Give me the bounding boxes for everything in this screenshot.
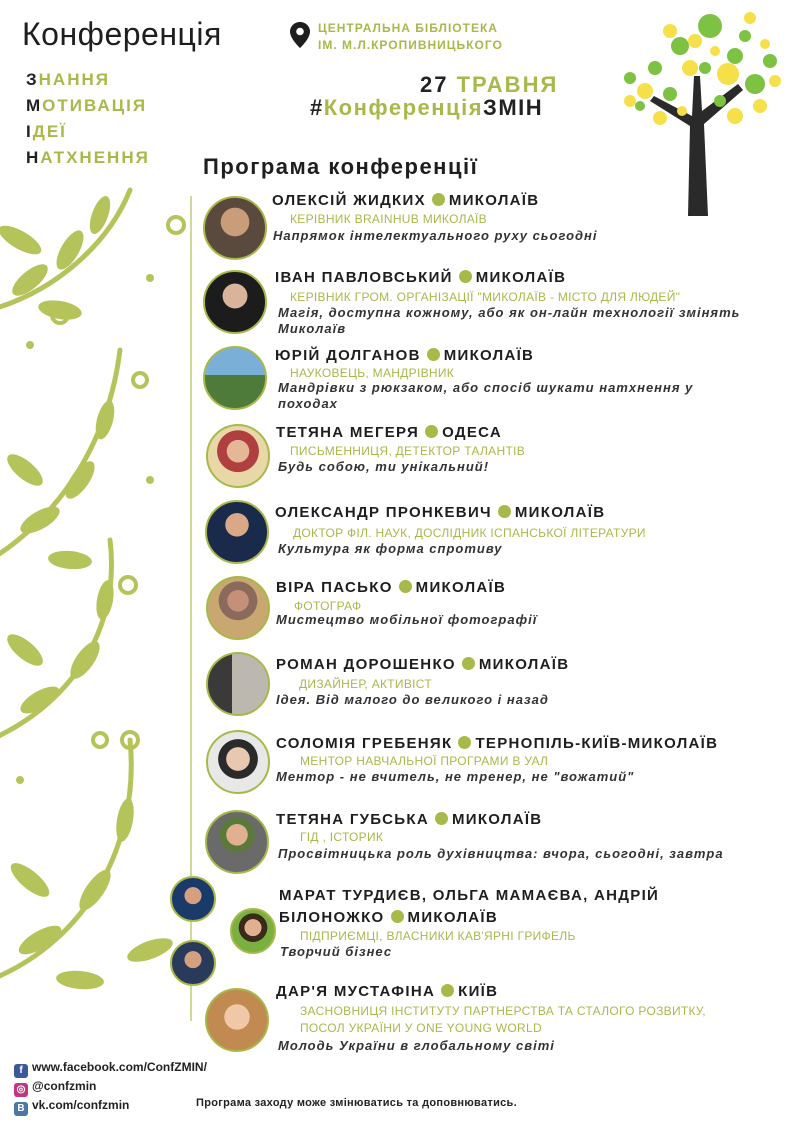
dot-icon: [435, 812, 448, 825]
speaker-photo: [205, 500, 269, 564]
program-title: Програма конференції: [203, 154, 479, 179]
speaker-photo: [203, 270, 267, 334]
speaker-topic: Мистецтво мобільної фотографії: [276, 612, 538, 627]
acronym-line-2: МОТИВАЦІЯ: [26, 96, 148, 115]
speaker-photo: [205, 988, 269, 1052]
speaker-role: ГІД , ІСТОРИК: [300, 830, 384, 844]
speaker-role: МЕНТОР НАВЧАЛЬНОЇ ПРОГРАМИ В УАЛ: [300, 754, 549, 768]
speaker-role: ДИЗАЙНЕР, АКТИВІСТ: [299, 677, 432, 691]
event-date: 27 ТРАВНЯ: [420, 72, 559, 97]
facebook-link[interactable]: f www.facebook.com/ConfZMIN/: [14, 1060, 207, 1078]
speaker-photo: [170, 940, 216, 986]
speaker-name-row: ІВАН ПАВЛОВСЬКИЙ МИКОЛАЇВ: [275, 269, 567, 286]
hashtag: #КонференціяЗМІН: [310, 95, 544, 120]
tree-illustration: [610, 6, 790, 216]
facebook-icon: f: [14, 1064, 28, 1078]
dot-icon: [462, 657, 475, 670]
speaker-topic: Культура як форма спротиву: [278, 541, 503, 556]
disclaimer-note: Програма заходу може змінюватись та доповнюватись.: [196, 1097, 517, 1109]
venue: [318, 20, 503, 54]
speaker-topic: Ментор - не вчитель, не тренер, не "вожатий": [276, 769, 635, 784]
speaker-name-line-1: МАРАТ ТУРДИЄВ, ОЛЬГА МАМАЄВА, АНДРІЙ: [279, 887, 660, 904]
speaker-topic: Творчий бізнес: [280, 944, 393, 959]
speaker-topic: Молодь України в глобальному світі: [278, 1038, 555, 1053]
speaker-photo: [230, 908, 276, 954]
speaker-photo: [203, 346, 267, 410]
venue-line-2: ІМ. М.Л.КРОПИВНИЦЬКОГО: [318, 38, 503, 52]
speaker-role: ДОКТОР ФІЛ. НАУК, ДОСЛІДНИК ІСПАНСЬКОЇ ЛІТЕРАТУРИ: [293, 526, 646, 540]
speaker-topic: Мандрівки з рюкзаком, або спосіб шукати натхнення у походах: [278, 380, 694, 411]
dot-icon: [391, 910, 404, 923]
dot-icon: [427, 348, 440, 361]
speaker-topic: Ідея. Від малого до великого і назад: [276, 692, 549, 707]
acronym-line-3: ІДЕЇ: [26, 122, 67, 141]
page-title: Конференція: [22, 16, 222, 52]
speaker-name-row: СОЛОМІЯ ГРЕБЕНЯК ТЕРНОПІЛЬ-КИЇВ-МИКОЛАЇВ: [276, 735, 719, 752]
dot-icon: [498, 505, 511, 518]
speaker-name-row: БІЛОНОЖКО МИКОЛАЇВ: [279, 909, 498, 926]
speaker-topic: Напрямок інтелектуального руху сьогодні: [273, 228, 598, 243]
speaker-name-row: РОМАН ДОРОШЕНКО МИКОЛАЇВ: [276, 656, 570, 673]
speaker-photo: [205, 810, 269, 874]
speaker-role: НАУКОВЕЦЬ, МАНДРІВНИК: [290, 366, 455, 380]
speaker-role: ФОТОГРАФ: [294, 599, 362, 613]
speaker-name-row: ЮРІЙ ДОЛГАНОВ МИКОЛАЇВ: [275, 347, 535, 364]
location-pin-icon: [290, 22, 310, 48]
dot-icon: [459, 270, 472, 283]
speaker-role-line-1: ЗАСНОВНИЦЯ ІНСТИТУТУ ПАРТНЕРСТВА ТА СТАЛОГО РОЗВИТКУ,: [300, 1004, 706, 1018]
speaker-photo: [206, 730, 270, 794]
speaker-role-line-2: ПОСОЛ УКРАЇНИ У ONE YOUNG WORLD: [300, 1021, 542, 1035]
speaker-name-row: ДАР'Я МУСТАФІНА КИЇВ: [276, 983, 499, 1000]
venue-line-1: ЦЕНТРАЛЬНА БІБЛІОТЕКА: [318, 21, 498, 35]
dot-icon: [425, 425, 438, 438]
dot-icon: [432, 193, 445, 206]
instagram-icon: ◎: [14, 1083, 28, 1097]
speaker-name-row: ТЕТЯНА МЕГЕРЯ ОДЕСА: [276, 424, 503, 441]
vk-link[interactable]: B vk.com/confzmin: [14, 1098, 129, 1116]
acronym-line-4: НАТХНЕННЯ: [26, 148, 150, 167]
speaker-photo: [203, 196, 267, 260]
speaker-photo: [206, 576, 270, 640]
speaker-photo: [206, 424, 270, 488]
speaker-name-row: ВІРА ПАСЬКО МИКОЛАЇВ: [276, 579, 507, 596]
vk-icon: B: [14, 1102, 28, 1116]
speaker-name-row: ОЛЕКСІЙ ЖИДКИХ МИКОЛАЇВ: [272, 192, 540, 209]
dot-icon: [441, 984, 454, 997]
speaker-topic: Просвітницька роль духівництва: вчора, сьогодні, завтра: [278, 846, 724, 861]
speaker-name-row: ТЕТЯНА ГУБСЬКА МИКОЛАЇВ: [276, 811, 543, 828]
speaker-name-row: ОЛЕКСАНДР ПРОНКЕВИЧ МИКОЛАЇВ: [275, 504, 606, 521]
speaker-role: КЕРІВНИК ГРОМ. ОРГАНІЗАЦІЇ "МИКОЛАЇВ - МІСТО ДЛЯ ЛЮДЕЙ": [290, 290, 681, 304]
speaker-role: КЕРІВНИК BRAINHUB МИКОЛАЇВ: [290, 212, 487, 226]
speaker-topic: Магія, доступна кожному, або як он-лайн технології змінять Миколаїв: [278, 305, 741, 336]
speaker-photo: [206, 652, 270, 716]
acronym-line-1: ЗНАННЯ: [26, 70, 110, 89]
instagram-link[interactable]: ◎ @confzmin: [14, 1079, 96, 1097]
dot-icon: [399, 580, 412, 593]
speaker-role: ПІДПРИЄМЦІ, ВЛАСНИКИ КАВ'ЯРНІ ГРИФЕЛЬ: [300, 929, 576, 943]
dot-icon: [458, 736, 471, 749]
speaker-photo: [170, 876, 216, 922]
decorative-vines: [0, 180, 200, 1080]
speaker-role: ПИСЬМЕННИЦЯ, ДЕТЕКТОР ТАЛАНТІВ: [290, 444, 526, 458]
speaker-topic: Будь собою, ти унікальний!: [278, 459, 490, 474]
